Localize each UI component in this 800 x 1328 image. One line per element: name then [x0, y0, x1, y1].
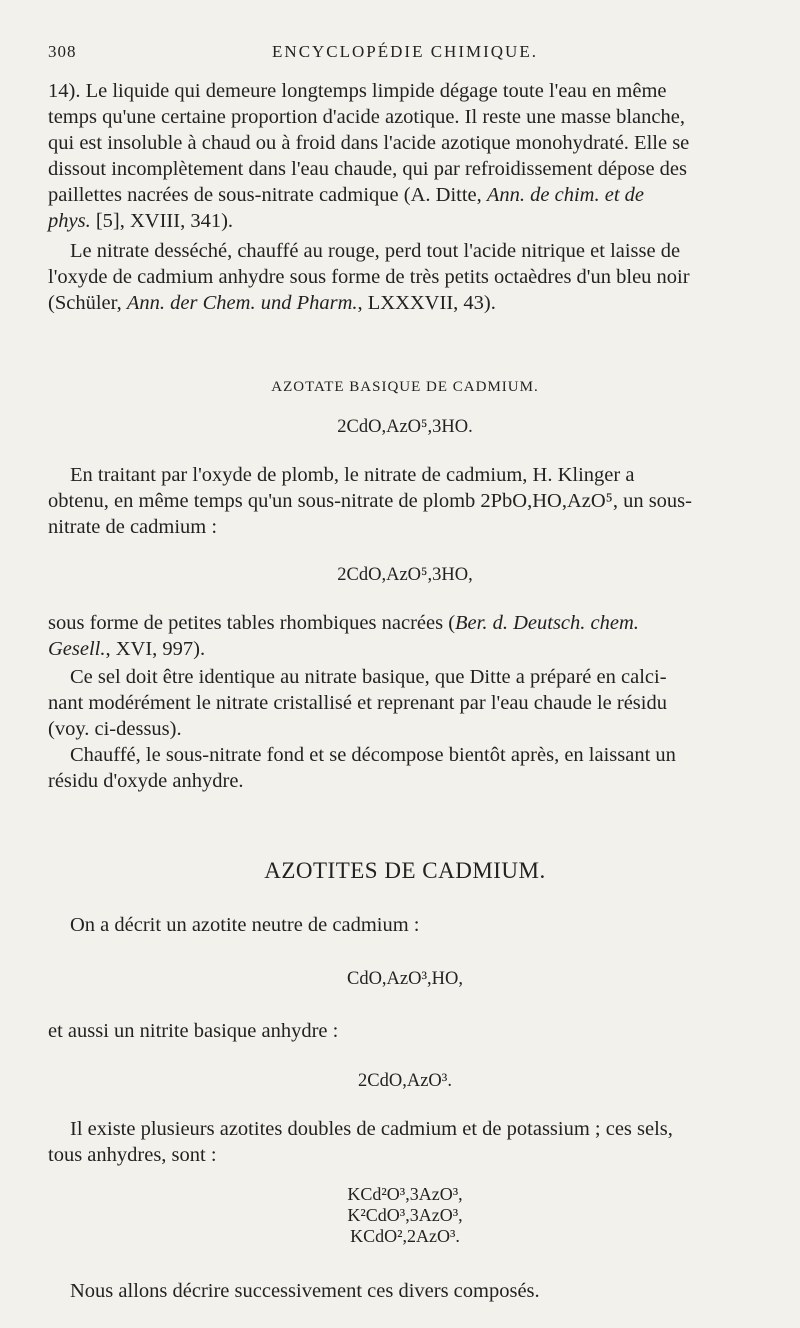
citation-italic: Ann. de chim. et de [486, 184, 645, 206]
paragraph-8 [48, 1018, 762, 1044]
formula: K²CdO³,3AzO³, [347, 1205, 463, 1225]
citation-italic: Ann. der Chem. und Pharm. [126, 292, 358, 314]
text-line: (voy. ci-dessus). [48, 718, 182, 740]
text-line: paillettes nacrées de sous-nitrate cadmique (A. Ditte, Ann. de chim. et de [48, 184, 645, 206]
page-number: 308 [48, 42, 77, 61]
text-line: résidu d'oxyde anhydre. [48, 770, 244, 792]
formula: 2CdO,AzO³. [358, 1071, 452, 1091]
text-line: phys. [5], XVIII, 341). [48, 210, 234, 232]
paragraph-7 [48, 912, 762, 938]
citation-italic: phys. [48, 210, 91, 232]
paragraph-1 [48, 78, 762, 234]
text-line: et aussi un nitrite basique anhydre : [48, 1020, 339, 1042]
citation-italic: Ber. d. Deutsch. chem. [455, 612, 639, 634]
text-line: dissout incomplètement dans l'eau chaude, qui par refroidissement dépose des [48, 158, 688, 180]
paragraph-5 [48, 664, 762, 742]
text-line: Ce sel doit être identique au nitrate basique, que Ditte a préparé en calci- [70, 666, 667, 688]
text-line: Chauffé, le sous-nitrate fond et se décompose bientôt après, en laissant un [70, 744, 676, 766]
text-line: obtenu, en même temps qu'un sous-nitrate de plomb 2PbO,HO,AzO⁵, un sous- [48, 490, 692, 512]
text-line: Gesell., XVI, 997). [48, 638, 206, 660]
formula: 2CdO,AzO⁵,3HO. [337, 417, 473, 437]
running-title: ENCYCLOPÉDIE CHIMIQUE. [272, 42, 538, 61]
paragraph-6 [48, 742, 762, 794]
text-line: Il existe plusieurs azotites doubles de cadmium et de potassium ; ces sels, [70, 1118, 673, 1140]
formula: KCdO²,2AzO³. [350, 1226, 460, 1246]
text-line: qui est insoluble à chaud ou à froid dans l'acide azotique monohydraté. Elle se [48, 132, 690, 154]
formula-list [48, 1184, 762, 1247]
text-line: tous anhydres, sont : [48, 1144, 217, 1166]
formula: 2CdO,AzO⁵,3HO, [337, 565, 473, 585]
text-line: En traitant par l'oxyde de plomb, le nitrate de cadmium, H. Klinger a [70, 464, 635, 486]
text-line: (Schüler, Ann. der Chem. und Pharm., LXXXVII, 43). [48, 292, 496, 314]
text-line: Nous allons décrire successivement ces divers composés. [70, 1280, 540, 1302]
section-heading-azotites: AZOTITES DE CADMIUM. [264, 858, 546, 883]
paragraph-9 [48, 1116, 762, 1168]
formula: CdO,AzO³,HO, [346, 969, 464, 989]
paragraph-2 [48, 238, 762, 316]
citation-italic: Gesell. [48, 638, 106, 660]
paragraph-4 [48, 610, 762, 662]
text-line: temps qu'une certaine proportion d'acide azotique. Il reste une masse blanche, [48, 106, 685, 128]
text-line: l'oxyde de cadmium anhydre sous forme de très petits octaèdres d'un bleu noir [48, 266, 690, 288]
text-line: On a décrit un azotite neutre de cadmium : [70, 914, 420, 936]
paragraph-10 [48, 1278, 762, 1304]
paragraph-3 [48, 462, 762, 540]
text-line: Le nitrate desséché, chauffé au rouge, perd tout l'acide nitrique et laisse de [70, 240, 681, 262]
text-line: nitrate de cadmium : [48, 516, 218, 538]
text-line: sous forme de petites tables rhombiques nacrées (Ber. d. Deutsch. chem. [48, 612, 639, 634]
text-line: nant modérément le nitrate cristallisé et reprenant par l'eau chaude le résidu [48, 692, 667, 714]
section-heading-azotate-basique: AZOTATE BASIQUE DE CADMIUM. [271, 379, 539, 395]
text-line: 14). Le liquide qui demeure longtemps limpide dégage toute l'eau en même [48, 80, 667, 102]
formula: KCd²O³,3AzO³, [347, 1184, 463, 1204]
